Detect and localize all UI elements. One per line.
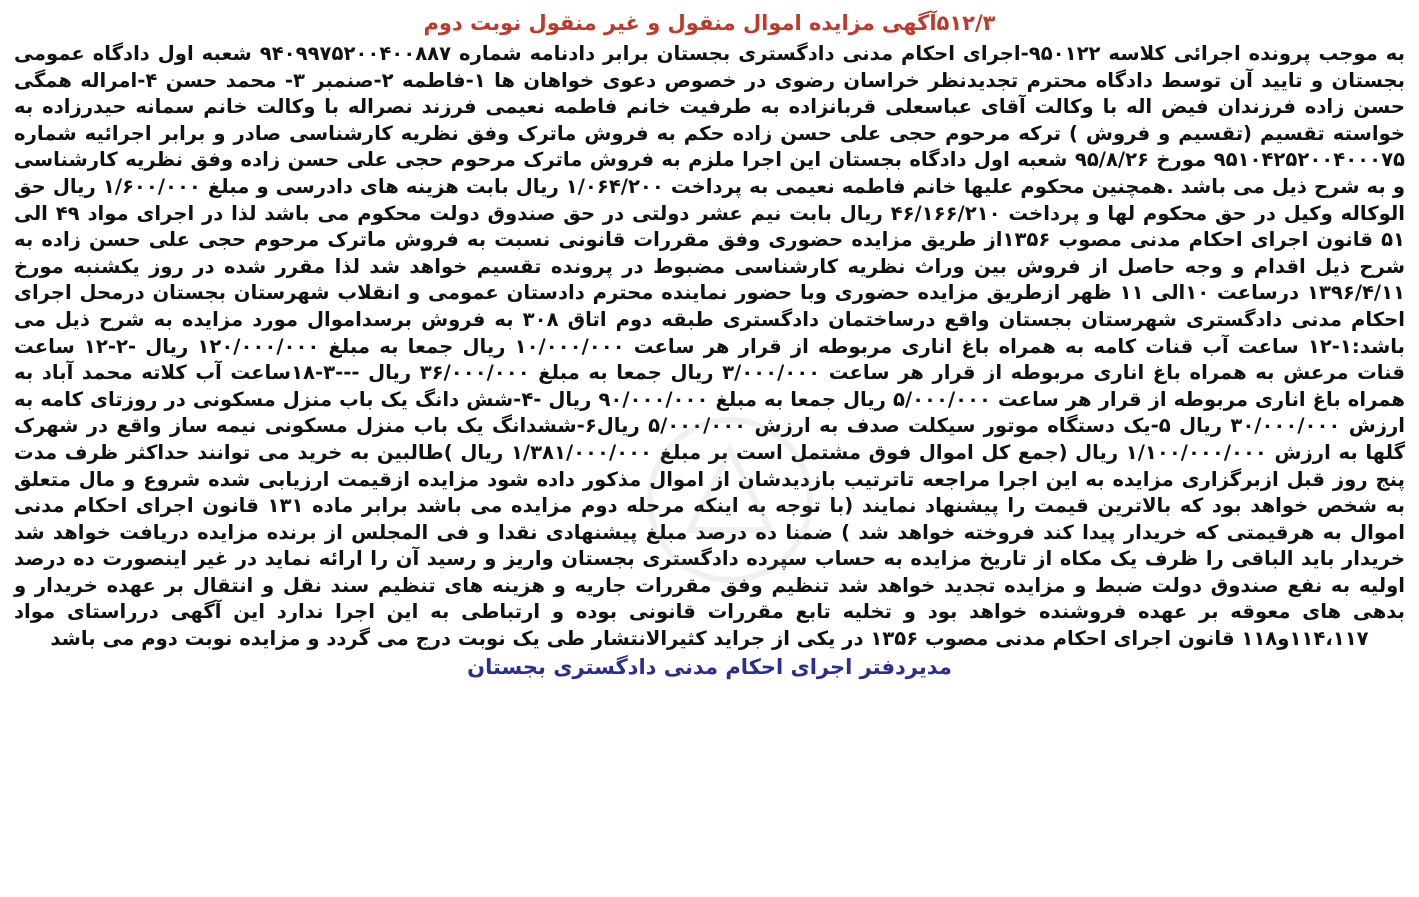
notice-signature: مدیردفتر اجرای احکام مدنی دادگستری بجستان [467,654,952,679]
cropped-header-line [14,0,1405,8]
notice-body: به موجب پرونده اجرائی کلاسه ۹۵۰۱۲۲-اجرای احکام مدنی دادگستری بجستان برابر دادنامه شماره ۹۴۰۹۹۷۵۲۰۰۴۰۰۸۸۷ شعبه اول دادگاه عمومی بجستان و تایید آن توسط دادگاه محترم تجدیدنظر خراسان رضوی در خصوص دعوی خواهان ها ۱-فاطمه ۲-صنمبر ۳- محمد حسن ۴-امراله همگی حسن زاده فرزندان فیض اله با وکالت آقای عباسعلی قربانزاده به طرفیت خانم فاطمه نعیمی فرزند نصراله با وکالت خانم سمانه حیدرزاده به خواسته تقسیم (تقسیم و فروش ) ترکه مرحوم حجی علی حسن زاده حکم به فروش ماترک وفق نظریه کارشناسی صادر و برابر اجرائیه شماره ۹۵۱۰۴۲۵۲۰۰۴۰۰۰۷۵ مورخ ۹۵/۸/۲۶ شعبه اول دادگاه بجستان این اجرا ملزم به فروش ماترک مرحوم حجی علی حسن زاده وفق نظریه کارشناسی و به شرح ذیل می باشد .همچنین محکوم علیها خانم فاطمه نعیمی به پرداخت ۱/۰۶۴/۲۰۰ ریال بابت هزینه های دادرسی و مبلغ ۱/۶۰۰/۰۰۰ ریال حق الوکاله وکیل در حق محکوم لها و پرداخت ۴۶/۱۶۶/۲۱۰ ریال بابت نیم عشر دولتی در حق صندوق دولت محکوم می باشد لذا در اجرای مواد ۴۹ الی ۵۱ قانون اجرای احکام مدنی مصوب ۱۳۵۶از طریق مزایده حضوری وفق مقررات قانونی نسبت به فروش ماترک مرحوم حجی علی حسن زاده به شرح ذیل اقدام و وجه حاصل از فروش بین وراث نظریه کارشناسی مضبوط در پرونده تقسیم خواهد شد لذا مقرر شده در روز یکشنبه مورخ ۱۳۹۶/۴/۱۱ درساعت ۱۰الی ۱۱ ظهر ازطریق مزایده حضوری وبا حضور نماینده محترم دادستان عمومی و انقلاب شهرستان بجستان درمحل اجرای احکام مدنی دادگستری شهرستان بجستان واقع درساختمان دادگستری طبقه دوم اتاق ۳۰۸ به فروش برسداموال مورد مزایده به شرح ذیل می باشد:۱-۱۲ ساعت آب قنات کامه به همراه باغ اناری مربوطه از قرار هر ساعت ۱۰/۰۰۰/۰۰۰ ریال جمعا به مبلغ ۱۲۰/۰۰۰/۰۰۰ ریال -۲-۱۲ ساعت قنات مرعش به همراه باغ اناری مربوطه از قرار هر ساعت ۳/۰۰۰/۰۰۰ ریال جمعا به مبلغ ۳۶/۰۰۰/۰۰۰ ریال ---۳-۱۸ساعت آب کلاته محمد آباد به همراه باغ اناری مربوطه از قرار هر ساعت ۵/۰۰۰/۰۰۰ ریال جمعا به مبلغ ۹۰/۰۰۰/۰۰۰ ریال -۴-شش دانگ یک باب منزل مسکونی در روزتای کامه به ارزش ۳۰/۰۰۰/۰۰۰ ریال ۵-یک دستگاه موتور سیکلت صدف به ارزش ۵/۰۰۰/۰۰۰ ریال۶-ششدانگ یک باب منزل مسکونی نیمه ساز واقع در شهرک گلها به ارزش ۱/۱۰۰/۰۰۰/۰۰۰ ریال (جمع کل اموال فوق مشتمل است بر مبلغ ۱/۳۸۱/۰۰۰/۰۰۰ ریال )طالبین به خرید می توانند حداکثر ظرف مدت پنج روز قبل ازبرگزاری مزایده به این اجرا مراجعه تاترتیب بازدیدشان از اموال مذکور داده شود مزایده ازقیمت ارزیابی شده شروع و مال متعلق به شخص خواهد بود که بالاترین قیمت را پیشنهاد نمایند (با توجه به اینکه مرحله دوم مزایده می باشد برابر ماده ۱۳۱ قانون اجرای احکام مدنی اموال به هرقیمتی که خریدار پیدا کند فروخته خواهد شد ) ضمنا ده درصد مبلغ پیشنهادی نقدا و فی المجلس از برنده مزایده دریافت خواهد شد خریدار باید الباقی را ظرف یک مکاه از تاریخ مزایده به حساب سپرده دادگستری بجستان واریز و رسید آن را ارائه نماید در غیر اینصورت ده درصد اولیه به نفع صندوق دولت ضبط و مزایده تجدید خواهد شد تنظیم وفق مقررات جاریه و هزینه های تنظیم سند نقل و انتقال بر عهده خریدار و بدهی های معوقه بر عهده فروشنده خواهد بود و تخلیه تابع مقررات قانونی بوده و ارتباطی به این اجرا ندارد این آگهی درراستای مواد ۱۱۴،۱۱۷و۱۱۸ قانون اجرای احکام مدنی مصوب ۱۳۵۶ در یکی از جراید کثیرالانتشار طی یک نوبت درج می گردد و مزایده نوبت دوم می باشد [14,42,1406,651]
notice-title: ۵۱۲/۳آگهی مزایده اموال منقول و غیر منقول نوبت دوم [423,11,996,35]
